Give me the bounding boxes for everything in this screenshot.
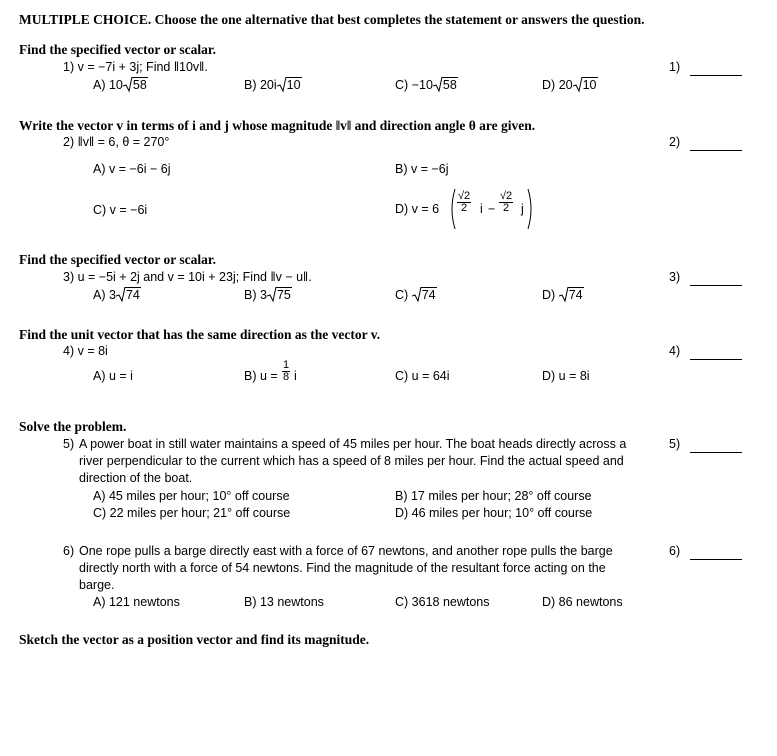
choice-3a[interactable]: A) 3 74 — [93, 288, 140, 302]
answer-blank-4[interactable] — [690, 359, 742, 360]
answer-blank-6[interactable] — [690, 559, 742, 560]
answer-blank-1[interactable] — [690, 75, 742, 76]
choice-4a[interactable]: A) u = i — [93, 369, 133, 383]
answer-tag-5: 5) — [669, 437, 681, 451]
answer-tag-2: 2) — [669, 135, 681, 149]
choice-4c[interactable]: C) u = 64i — [395, 369, 450, 383]
question-number: 2) — [63, 135, 75, 149]
section-heading-4: Find the unit vector that has the same direction as the vector v. — [19, 327, 381, 342]
question-3 — [63, 270, 312, 284]
answer-blank-3[interactable] — [690, 285, 742, 286]
question-prompt: v = −7i + 3j; Find ‖10v‖. — [77, 60, 208, 74]
sqrt-symbol: 58 — [433, 78, 458, 92]
sqrt-symbol: 74 — [559, 288, 584, 302]
sqrt-symbol: 10 — [573, 78, 598, 92]
section-heading-3: Find the specified vector or scalar. — [19, 252, 216, 267]
question-6-line-1: One rope pulls a barge directly east with a force of 67 newtons, and another rope pulls the barge — [79, 544, 613, 558]
answer-tag-6: 6) — [669, 544, 681, 558]
choice-3d[interactable]: D) 74 — [542, 288, 583, 302]
question-prompt: v = 8i — [77, 344, 108, 358]
choice-5a[interactable]: A) 45 miles per hour; 10° off course — [93, 489, 290, 503]
choice-6c[interactable]: C) 3618 newtons — [395, 595, 490, 609]
choice-3c[interactable]: C) 74 — [395, 288, 436, 302]
choice-3b[interactable]: B) 3 75 — [244, 288, 291, 302]
choice-6d[interactable]: D) 86 newtons — [542, 595, 623, 609]
sqrt-symbol: 74 — [116, 288, 141, 302]
sqrt-symbol: 75 — [267, 288, 292, 302]
section-heading-2: Write the vector v in terms of i and j whose magnitude ‖v‖ and direction angle θ are given. — [19, 118, 536, 133]
answer-tag-1: 1) — [669, 60, 681, 74]
question-2 — [63, 135, 169, 149]
answer-blank-5[interactable] — [690, 452, 742, 453]
choice-6b[interactable]: B) 13 newtons — [244, 595, 324, 609]
answer-tag-3: 3) — [669, 270, 681, 284]
sqrt-symbol: 74 — [412, 288, 437, 302]
question-6-line-2: directly north with a force of 54 newtons. Find the magnitude of the resultant force acting on the — [79, 561, 606, 575]
sqrt-symbol: 58 — [123, 78, 148, 92]
choice-2b[interactable]: B) v = −6j — [395, 162, 449, 176]
choice-1a[interactable]: A) 10 58 — [93, 78, 147, 92]
question-5-line-2: river perpendicular to the current which has a speed of 8 miles per hour. Find the actual speed and — [79, 454, 624, 468]
question-number-5: 5) — [63, 437, 75, 451]
question-5-line-1: A power boat in still water maintains a speed of 45 miles per hour. The boat heads directly across a — [79, 437, 627, 451]
question-4 — [63, 344, 108, 358]
choice-4d[interactable]: D) u = 8i — [542, 369, 590, 383]
question-6-line-3: barge. — [79, 578, 115, 592]
instructions-header: MULTIPLE CHOICE. Choose the one alternative that best completes the statement or answers the question. — [19, 12, 645, 27]
section-heading-5: Solve the problem. — [19, 419, 127, 434]
sqrt-symbol: 10 — [277, 78, 302, 92]
question-prompt: u = −5i + 2j and v = 10i + 23j; Find ‖v − u‖. — [77, 270, 312, 284]
question-number: 4) — [63, 344, 75, 358]
choice-1d[interactable]: D) 20 10 — [542, 78, 597, 92]
section-heading-1: Find the specified vector or scalar. — [19, 42, 216, 57]
choice-6a[interactable]: A) 121 newtons — [93, 595, 180, 609]
question-number: 3) — [63, 270, 75, 284]
question-prompt: ‖v‖ = 6, θ = 270° — [77, 135, 170, 149]
question-number: 1) — [63, 60, 75, 74]
section-heading-6: Sketch the vector as a position vector and find its magnitude. — [19, 632, 370, 647]
choice-5c[interactable]: C) 22 miles per hour; 21° off course — [93, 506, 291, 520]
answer-blank-2[interactable] — [690, 150, 742, 151]
choice-1c[interactable]: C) −10 58 — [395, 78, 457, 92]
question-5-line-3: direction of the boat. — [79, 471, 193, 485]
question-1 — [63, 60, 208, 74]
question-number-6: 6) — [63, 544, 75, 558]
left-paren — [448, 188, 456, 230]
choice-2a[interactable]: A) v = −6i − 6j — [93, 162, 171, 176]
choice-1b[interactable]: B) 20i 10 — [244, 78, 301, 92]
choice-5d[interactable]: D) 46 miles per hour; 10° off course — [395, 506, 593, 520]
choice-2c[interactable]: C) v = −6i — [93, 203, 148, 217]
answer-tag-4: 4) — [669, 344, 681, 358]
right-paren — [527, 188, 535, 230]
choice-5b[interactable]: B) 17 miles per hour; 28° off course — [395, 489, 592, 503]
